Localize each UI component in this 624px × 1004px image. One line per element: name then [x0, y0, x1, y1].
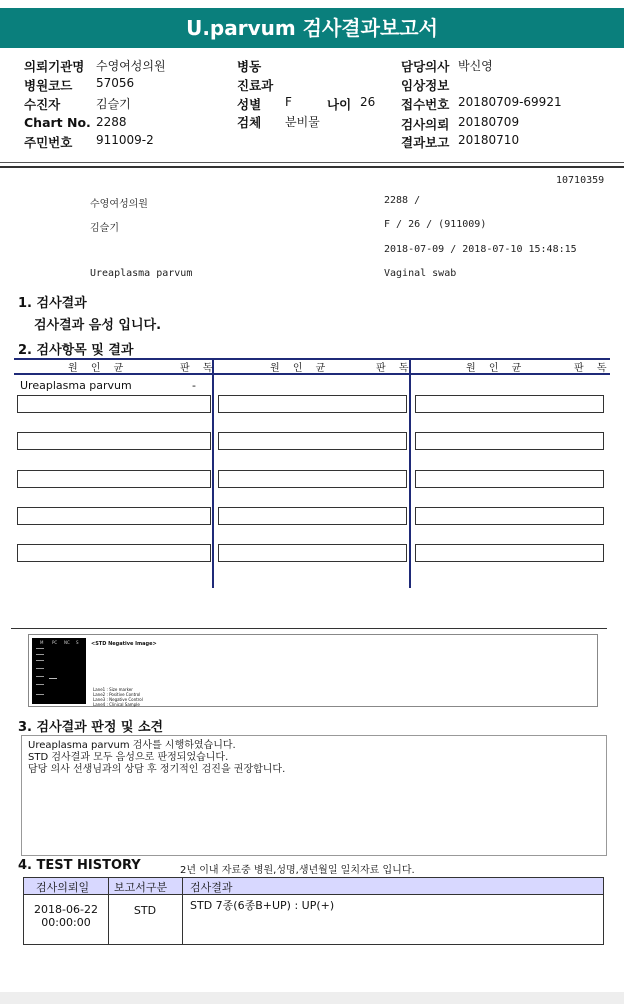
- report-title: U.parvum 검사결과보고서: [0, 8, 624, 48]
- history-header-row: [24, 878, 603, 895]
- lane-label: PC: [52, 640, 58, 645]
- result-slot: [218, 470, 407, 488]
- section4-heading: 4. TEST HISTORY: [18, 858, 141, 873]
- result-slot: [415, 544, 604, 562]
- request-label: 검사의뢰: [401, 117, 450, 132]
- result-slot: [415, 432, 604, 450]
- specimen-label: 검체: [237, 115, 262, 130]
- gel-image-panel: [28, 634, 598, 707]
- print-organism: Ureaplasma parvum: [90, 268, 193, 279]
- serial-number: 10710359: [556, 175, 605, 186]
- result-slot: [17, 395, 211, 413]
- history-time: 00:00:00: [41, 916, 91, 929]
- marker-band: [36, 684, 44, 685]
- result-slot: [415, 507, 604, 525]
- remarks-box: [21, 735, 607, 856]
- col-header-organism: 원 인 균: [68, 363, 129, 374]
- result-summary: 검사결과 음성 입니다.: [34, 318, 162, 333]
- chart-no-label: Chart No.: [24, 115, 91, 130]
- print-sex-age: F / 26 / (911009): [384, 219, 487, 230]
- figure-caption: <STD Negative Image>: [91, 641, 157, 647]
- figure-legend-line: Lane1 : Size marker: [93, 687, 133, 692]
- result-slot: [218, 432, 407, 450]
- result-slot: [17, 507, 211, 525]
- section1-heading: 1. 검사결과: [18, 296, 87, 311]
- report-date-label: 결과보고: [401, 135, 450, 150]
- history-note: 2년 이내 자료중 병원,성명,생년월일 일치자료 입니다.: [180, 865, 415, 876]
- marker-band: [36, 654, 44, 655]
- result-slot: [218, 395, 407, 413]
- age-value: 26: [360, 95, 376, 109]
- bottom-strip: [0, 992, 624, 1004]
- control-band: [49, 678, 57, 679]
- history-type: STD: [133, 904, 157, 917]
- marker-band: [36, 660, 44, 661]
- result-slot: [17, 470, 211, 488]
- sex-value: F: [285, 95, 292, 109]
- lane-label: NC: [64, 640, 70, 645]
- figure-legend-line: Lane2 : Positive Control: [93, 692, 141, 697]
- history-col-date: 검사의뢰일: [36, 881, 90, 894]
- print-dates: 2018-07-09 / 2018-07-10 15:48:15: [384, 244, 577, 255]
- lane-label: S: [76, 640, 79, 645]
- marker-band: [36, 648, 44, 649]
- print-hospital: 수영여성의원: [90, 199, 148, 210]
- hospital-value: 수영여성의원: [96, 59, 166, 73]
- section3-heading: 3. 검사결과 판정 및 소견: [18, 720, 164, 735]
- hospital-label: 의뢰기관명: [24, 59, 85, 74]
- print-specimen: Vaginal swab: [384, 268, 457, 279]
- column-divider: [182, 878, 183, 944]
- marker-band: [36, 676, 44, 677]
- result-slot: [218, 544, 407, 562]
- section2-heading: 2. 검사항목 및 결과: [18, 343, 134, 358]
- col-header-judgement: 판 독: [376, 363, 414, 374]
- figure-legend-line: Lane4 : Clinical Sample: [93, 702, 140, 707]
- dept-label: 진료과: [237, 78, 274, 93]
- receipt-value: 20180709-69921: [458, 95, 562, 109]
- request-value: 20180709: [458, 115, 520, 129]
- history-table: [23, 877, 604, 945]
- specimen-value: 분비물: [285, 115, 320, 129]
- lane-label: M: [40, 640, 44, 645]
- separator: [11, 628, 607, 629]
- item-name: Ureaplasma parvum: [20, 379, 132, 392]
- history-col-result: 검사결과: [190, 881, 233, 894]
- item-result: -: [192, 379, 196, 392]
- remark-line: 담당 의사 선생님과의 상담 후 정기적인 검진을 권장합니다.: [28, 764, 286, 775]
- column-divider: [409, 358, 411, 588]
- receipt-label: 접수번호: [401, 97, 450, 112]
- doctor-value: 박신영: [458, 59, 493, 73]
- col-header-organism: 원 인 균: [466, 363, 527, 374]
- result-slot: [17, 544, 211, 562]
- col-header-judgement: 판 독: [180, 363, 218, 374]
- col-header-organism: 원 인 균: [270, 363, 331, 374]
- remark-line: Ureaplasma parvum 검사를 시행하였습니다.: [28, 740, 236, 751]
- result-slot: [17, 432, 211, 450]
- age-label: 나이: [327, 97, 352, 112]
- col-header-judgement: 판 독: [574, 363, 612, 374]
- sex-label: 성별: [237, 97, 262, 112]
- print-chart: 2288 /: [384, 195, 421, 206]
- clinical-label: 임상정보: [401, 78, 450, 93]
- code-label: 병원코드: [24, 78, 73, 93]
- result-slot: [415, 470, 604, 488]
- marker-band: [36, 694, 44, 695]
- ward-label: 병동: [237, 59, 262, 74]
- result-slot: [415, 395, 604, 413]
- marker-band: [36, 668, 44, 669]
- test-items-table: [14, 358, 610, 588]
- history-date: 2018-06-22: [34, 903, 98, 916]
- patient-value: 김슬기: [96, 97, 131, 111]
- divider: [0, 162, 624, 163]
- print-patient: 김슬기: [90, 223, 119, 234]
- chart-no-value: 2288: [96, 115, 127, 129]
- history-col-type: 보고서구분: [114, 881, 168, 894]
- id-label: 주민번호: [24, 135, 73, 150]
- column-divider: [212, 358, 214, 588]
- history-result: STD 7종(6종B+UP) : UP(+): [190, 899, 335, 912]
- patient-info-panel: [0, 50, 624, 168]
- patient-label: 수진자: [24, 97, 61, 112]
- gel-image: [32, 638, 86, 704]
- figure-legend-line: Lane3 : Negative Control: [93, 697, 143, 702]
- doctor-label: 담당의사: [401, 59, 450, 74]
- remark-line: STD 검사결과 모두 음성으로 판정되었습니다.: [28, 752, 229, 763]
- id-value: 911009-2: [96, 133, 154, 147]
- code-value: 57056: [96, 76, 135, 90]
- result-slot: [218, 507, 407, 525]
- report-date-value: 20180710: [458, 133, 520, 147]
